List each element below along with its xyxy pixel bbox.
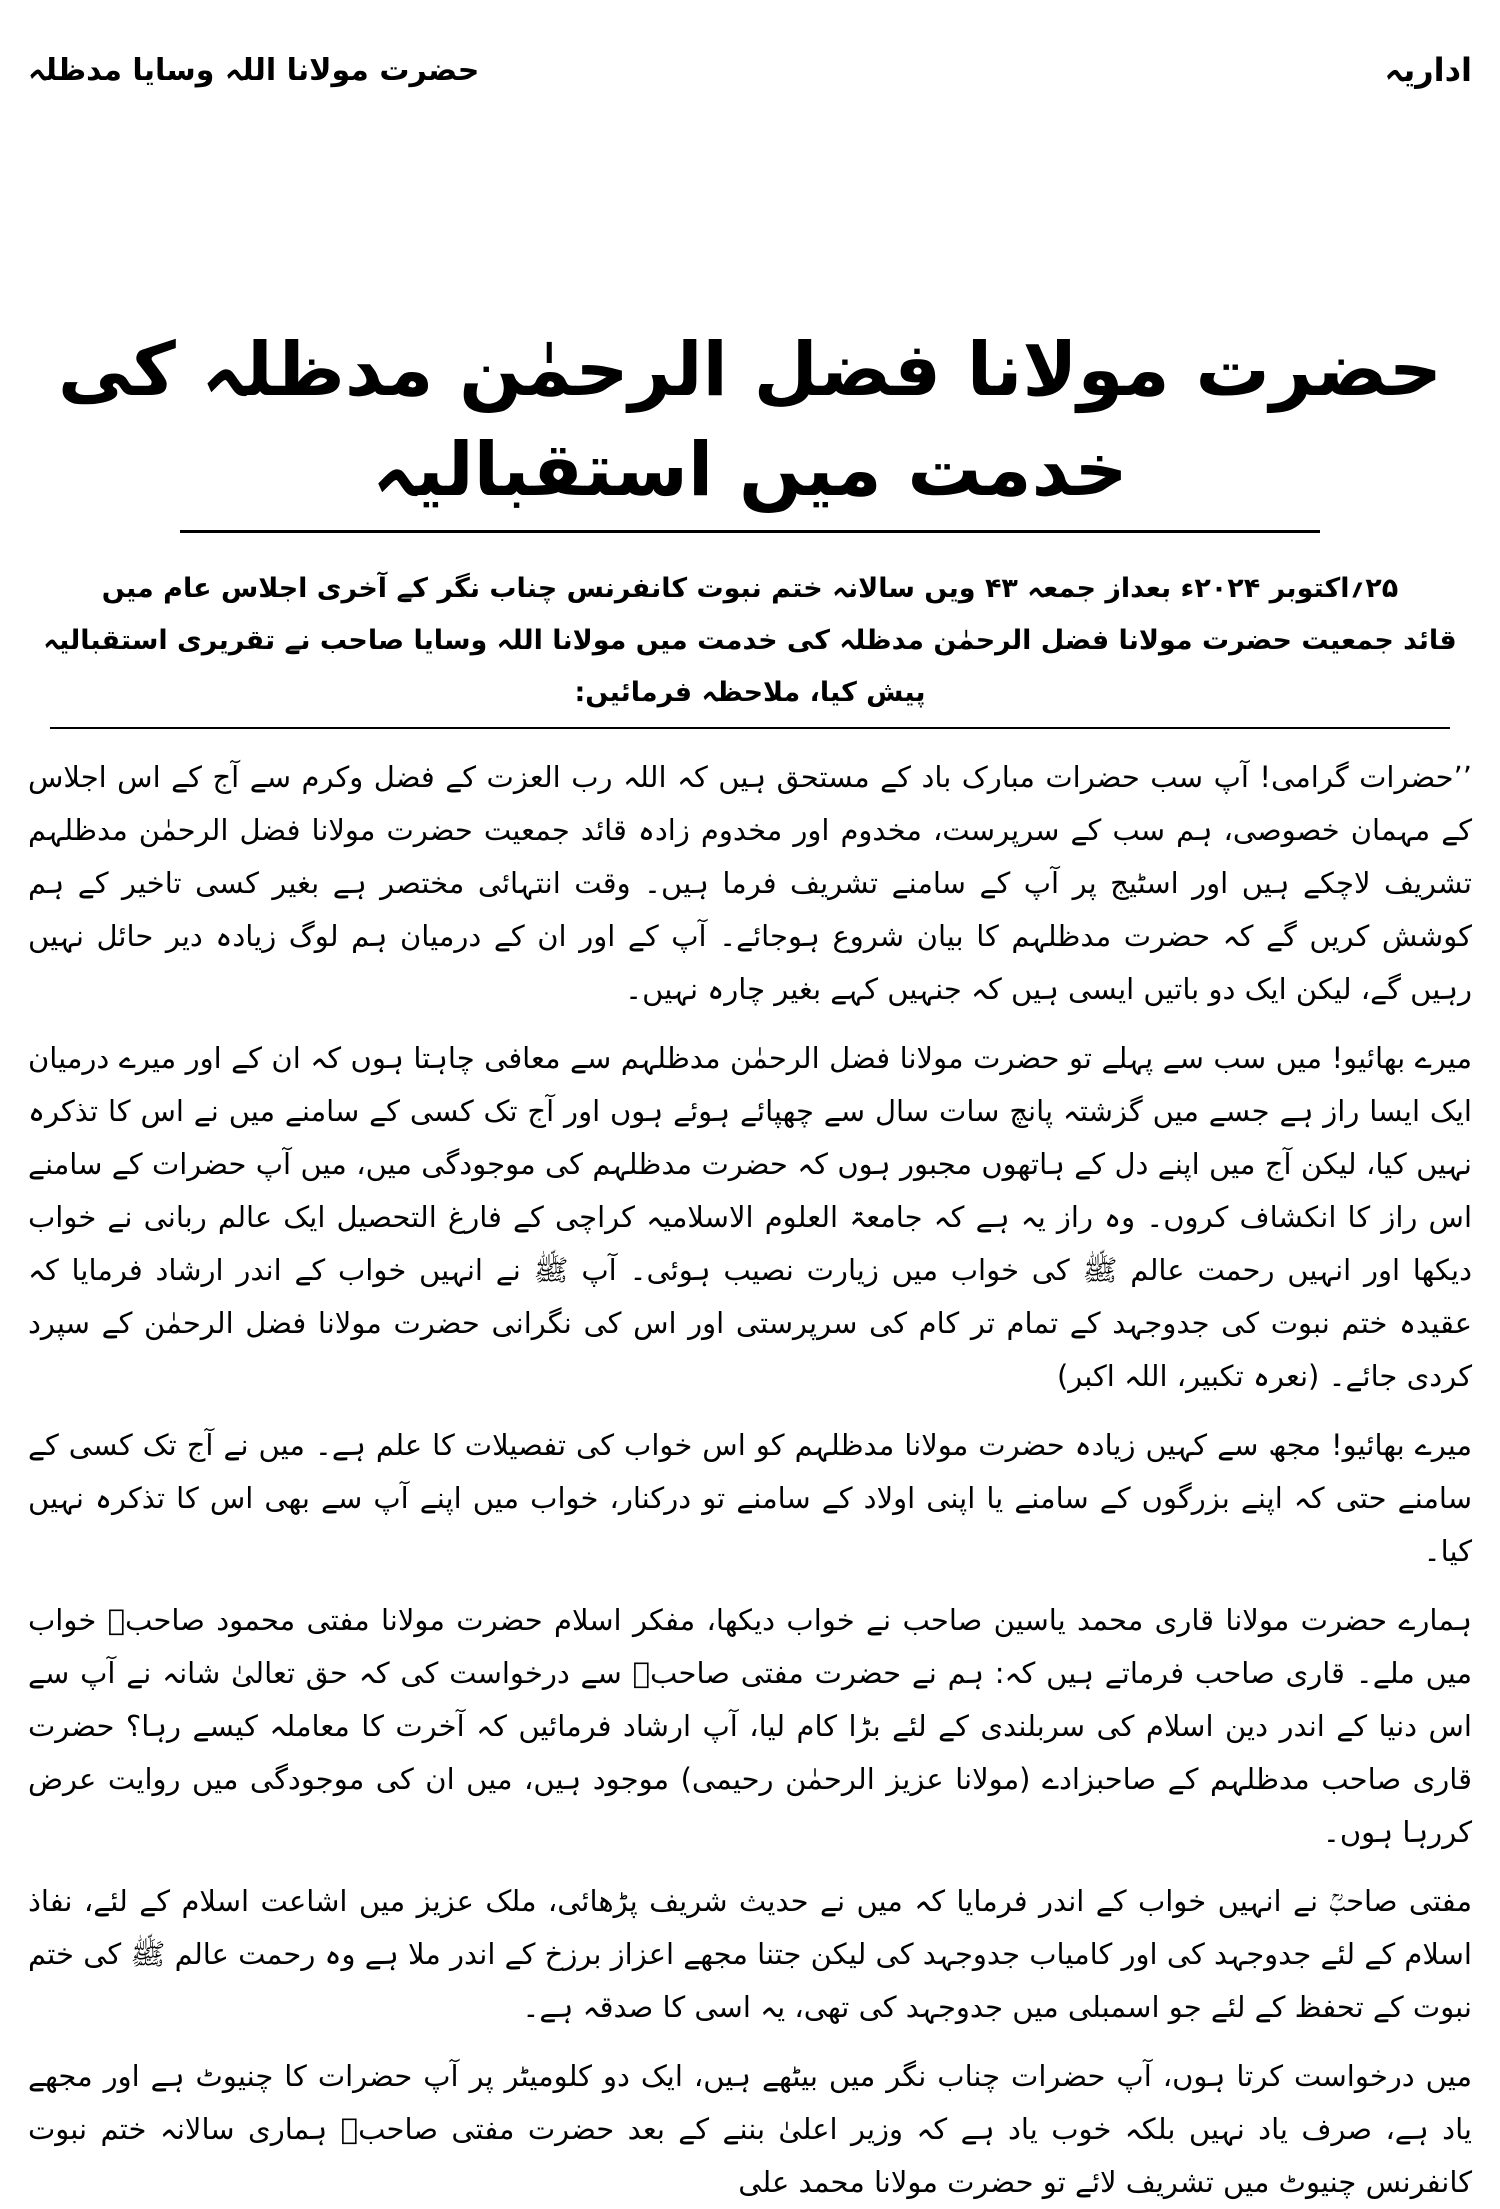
author-header: حضرت مولانا اللہ وسایا مدظلہ (28, 52, 480, 88)
intro-line-2: قائد جمعیت حضرت مولانا فضل الرحمٰن مدظلہ کی خدمت میں مولانا اللہ وسایا صاحب نے تقریری استقبالیہ پیش کیا، ملاحظہ فرمائیں: (43, 625, 1457, 708)
article-body (28, 751, 1472, 2209)
paragraph: میرے بھائیو! مجھ سے کہیں زیادہ حضرت مولانا مدظلہم کو اس خواب کی تفصیلات کا علم ہے۔ میں نے آج تک کسی کے سامنے حتی کہ اپنے بزرگوں کے سامنے یا اپنی اولاد کے سامنے تو درکنار، خواب میں اپنے آپ سے بھی اس کا تذکرہ نہیں کیا۔ (28, 1428, 1472, 1568)
intro-block (28, 563, 1472, 719)
paragraph: ہمارے حضرت مولانا قاری محمد یاسین صاحب نے خواب دیکھا، مفکر اسلام حضرت مولانا مفتی محمود صاحبؒ خواب میں ملے۔ قاری صاحب فرماتے ہیں کہ: ہم نے حضرت مفتی صاحبؒ سے درخواست کی کہ حق تعالیٰ شانہ نے آپ سے اس دنیا کے اندر دین اسلام کی سربلندی کے لئے بڑا کام لیا، آپ ارشاد فرمائیں کہ آخرت کا معاملہ کیسے رہا؟ حضرت قاری صاحب مدظلہم کے صاحبزادے (مولانا عزیز الرحمٰن رحیمی) موجود ہیں، میں ان کی موجودگی میں روایت عرض کررہا ہوں۔ (28, 1603, 1472, 1849)
paragraph: میرے بھائیو! میں سب سے پہلے تو حضرت مولانا فضل الرحمٰن مدظلہم سے معافی چاہتا ہوں کہ ان کے اور میرے درمیان ایک ایسا راز ہے جسے میں گزشتہ پانچ سات سال سے چھپائے ہوئے ہوں اور آج تک کسی کے سامنے میں نے اس کا تذکرہ نہیں کیا، لیکن آج میں اپنے دل کے ہاتھوں مجبور ہوں کہ حضرت مدظلہم کی موجودگی میں، میں آپ حضرات کے سامنے اس راز کا انکشاف کروں۔ وہ راز یہ ہے کہ جامعۃ العلوم الاسلامیہ کراچی کے فارغ التحصیل ایک عالم ربانی نے خواب دیکھا اور انہیں رحمت عالم ﷺ کی خواب میں زیارت نصیب ہوئی۔ آپ ﷺ نے انہیں خواب کے اندر ارشاد فرمایا کہ عقیدہ ختم نبوت کی جدوجہد کے تمام تر کام کی سرپرستی اور اس کی نگرانی حضرت مولانا فضل الرحمٰن کے سپرد کردی جائے۔ (نعرہ تکبیر، اللہ اکبر) (28, 1041, 1472, 1393)
section-header: اداریہ (1384, 51, 1472, 89)
intro-divider (50, 727, 1450, 729)
paragraph: میں درخواست کرتا ہوں، آپ حضرات چناب نگر میں بیٹھے ہیں، ایک دو کلومیٹر پر آپ حضرات کا چنیوٹ ہے اور مجھے یاد ہے، صرف یاد نہیں بلکہ خوب یاد ہے کہ وزیر اعلیٰ بننے کے بعد حضرت مفتی صاحبؒ ہماری سالانہ ختم نبوت کانفرنس چنیوٹ میں تشریف لائے تو حضرت مولانا محمد علی (28, 2059, 1472, 2199)
paragraph: ’’حضرات گرامی! آپ سب حضرات مبارک باد کے مستحق ہیں کہ اللہ رب العزت کے فضل وکرم سے آج کے اس اجلاس کے مہمان خصوصی، ہم سب کے سرپرست، مخدوم اور مخدوم زادہ قائد جمعیت حضرت مولانا فضل الرحمٰن مدظلہم تشریف لاچکے ہیں اور اسٹیج پر آپ کے سامنے تشریف فرما ہیں۔ وقت انتہائی مختصر ہے بغیر کسی تاخیر کے ہم کوشش کریں گے کہ حضرت مدظلہم کا بیان شروع ہوجائے۔ آپ کے اور ان کے درمیان ہم لوگ زیادہ دیر حائل نہیں رہیں گے، لیکن ایک دو باتیں ایسی ہیں کہ جنہیں کہے بغیر چارہ نہیں۔ (28, 760, 1472, 1006)
paragraph: مفتی صاحبؒ نے انہیں خواب کے اندر فرمایا کہ میں نے حدیث شریف پڑھائی، ملک عزیز میں اشاعت اسلام کے لئے، نفاذ اسلام کے لئے جدوجہد کی اور کامیاب جدوجہد کی لیکن جتنا مجھے اعزاز برزخ کے اندر ملا ہے وہ رحمت عالم ﷺ کی ختم نبوت کے تحفظ کے لئے جو اسمبلی میں جدوجہد کی تھی، یہ اسی کا صدقہ ہے۔ (28, 1884, 1472, 2024)
title-underline (180, 530, 1320, 533)
running-header (28, 40, 1472, 100)
intro-line-1: ۲۵؍اکتوبر ۲۰۲۴ء بعداز جمعہ ۴۳ ویں سالانہ ختم نبوت کانفرنس چناب نگر کے آخری اجلاس عام میں (101, 573, 1399, 604)
article-title: حضرت مولانا فضل الرحمٰن مدظلہ کی خدمت میں استقبالیہ (57, 327, 1443, 513)
